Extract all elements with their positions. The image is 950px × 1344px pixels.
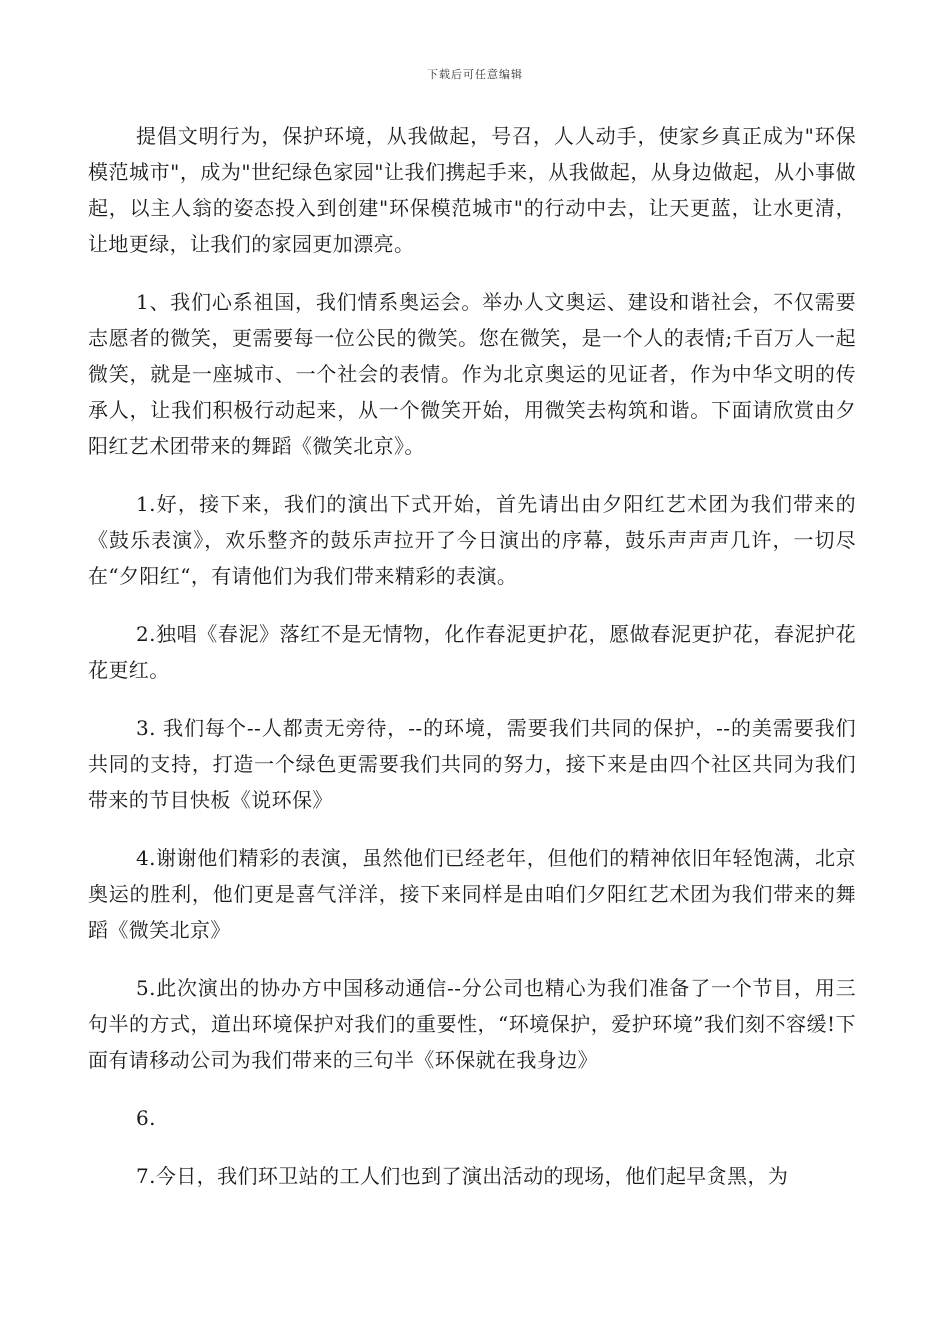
- paragraph-item-4: 4.谢谢他们精彩的表演，虽然他们已经老年，但他们的精神依旧年轻饱满，北京奥运的胜利，他们更是喜气洋洋，接下来同样是由咱们夕阳红艺术团为我们带来的舞蹈《微笑北京》: [88, 846, 856, 942]
- page-header-note: 下载后可任意编辑: [427, 68, 523, 81]
- paragraph-item-3: 3. 我们每个--人都责无旁待，--的环境，需要我们共同的保护，--的美需要我们共同的支持，打造一个绿色更需要我们共同的努力，接下来是由四个社区共同为我们带来的节目快板《说环保》: [88, 716, 856, 812]
- paragraph-item-7: 7.今日，我们环卫站的工人们也到了演出活动的现场，他们起早贪黑，为: [136, 1164, 789, 1188]
- paragraph-item-6: 6.: [136, 1106, 156, 1130]
- paragraph-intro: 提倡文明行为，保护环境，从我做起，号召，人人动手，使家乡真正成为"环保模范城市"，成为"世纪绿色家园"让我们携起手来，从我做起，从身边做起，从小事做起，以主人翁的姿态投入到创建"环保模范城市"的行动中去，让天更蓝，让水更清，让地更绿，让我们的家园更加漂亮。: [88, 124, 856, 256]
- paragraph-item-5: 5.此次演出的协办方中国移动通信--分公司也精心为我们准备了一个节目，用三句半的方式，道出环境保护对我们的重要性，“环境保护，爱护环境”我们刻不容缓!下面有请移动公司为我们带来的三句半《环保就在我身边》: [88, 976, 856, 1072]
- paragraph-item-2: 2.独唱《春泥》落红不是无情物，化作春泥更护花，愿做春泥更护花，春泥护花花更红。: [88, 622, 856, 682]
- document-body: [88, 118, 856, 1216]
- paragraph-item-1-drums: 1.好，接下来，我们的演出下式开始，首先请出由夕阳红艺术团为我们带来的《鼓乐表演》，欢乐整齐的鼓乐声拉开了今日演出的序幕，鼓乐声声声几许，一切尽在“夕阳红“，有请他们为我们带来精彩的表演。: [88, 492, 856, 588]
- paragraph-item-1-olympics: 1、我们心系祖国，我们情系奥运会。举办人文奥运、建设和谐社会，不仅需要志愿者的微笑，更需要每一位公民的微笑。您在微笑，是一个人的表情;千百万人一起微笑，就是一座城市、一个社会的表情。作为北京奥运的见证者，作为中华文明的传承人，让我们积极行动起来，从一个微笑开始，用微笑去构筑和谐。下面请欣赏由夕阳红艺术团带来的舞蹈《微笑北京》。: [88, 290, 856, 458]
